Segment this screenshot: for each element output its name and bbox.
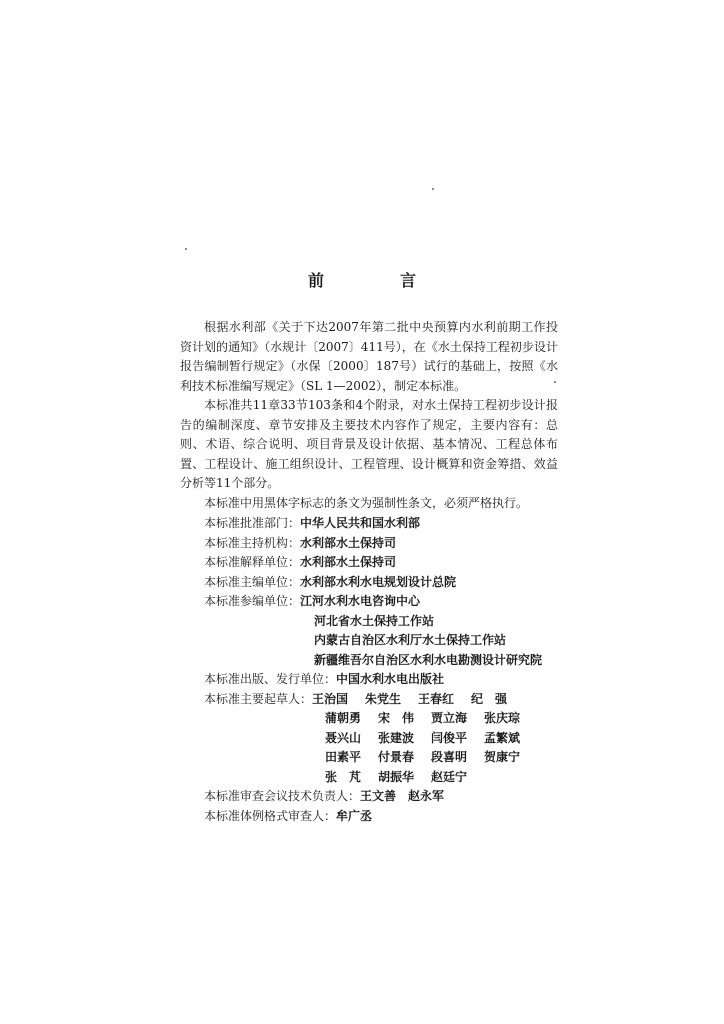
page-title: 前 言 (307, 271, 446, 290)
drafter-name: 孟繁斌 (484, 730, 521, 745)
drafter-name: 张建波 (378, 730, 415, 745)
drafter-name: 朱党生 (365, 691, 402, 706)
credit-value: 新疆维吾尔自治区水利水电勘测设计研究院 (314, 652, 543, 667)
credit-value: 中华人民共和国水利部 (300, 516, 421, 530)
credit-review-lead (204, 787, 574, 807)
drafter-names-row (312, 690, 524, 710)
credit-drafters (204, 690, 574, 710)
credit-participants-cont (204, 631, 574, 651)
drafter-name: 付景春 (378, 750, 415, 764)
drafter-name: 张庆琮 (484, 711, 521, 725)
credit-label: 本标准审查会议技术负责人： (204, 789, 361, 803)
drafter-name: 张 芃 (325, 769, 362, 784)
drafter-name: 王治国 (312, 691, 349, 706)
credit-label: 本标准体例格式审查人： (204, 808, 337, 823)
credit-participants (204, 592, 574, 612)
credit-drafters-cont (204, 748, 574, 768)
drafter-name: 王春红 (418, 691, 455, 706)
drafter-name: 闫俊平 (431, 730, 468, 745)
credit-value: 内蒙古自治区水利厅水土保持工作站 (314, 633, 507, 647)
drafter-name: 田素平 (325, 750, 362, 764)
credit-chief-editor (204, 573, 574, 593)
drafter-names-row (325, 709, 537, 729)
credit-interpret (204, 553, 574, 573)
credit-participants-cont (204, 612, 574, 632)
drafter-names-row (325, 768, 484, 788)
credit-value: 中国水利水电出版社 (336, 672, 445, 686)
credit-label: 本标准解释单位： (204, 555, 301, 569)
drafter-name: 贾立海 (431, 711, 468, 725)
credit-value: 水利部水土保持司 (300, 535, 397, 550)
credit-label: 本标准参编单位： (204, 594, 301, 608)
credit-value: 牟广丞 (336, 808, 373, 823)
drafter-name: 贺康宁 (484, 750, 521, 764)
foreword-body (180, 318, 558, 513)
credit-approval (204, 514, 574, 534)
paragraph-mandatory: 本标准中用黑体字标志的条文为强制性条文，必须严格执行。 (204, 495, 529, 510)
drafter-names-row (325, 748, 537, 768)
credit-value: 水利部水利水电规划设计总院 (300, 574, 457, 589)
credit-label: 本标准出版、发行单位： (204, 672, 337, 686)
drafter-name: 聂兴山 (325, 730, 362, 745)
scan-speck (185, 248, 187, 250)
drafter-name: 纪 强 (471, 691, 508, 706)
drafter-name: 宋 伟 (378, 711, 415, 725)
credits-list (204, 514, 574, 826)
credit-drafters-cont (204, 729, 574, 749)
credit-publisher (204, 670, 574, 690)
credit-value: 水利部水土保持司 (300, 555, 397, 569)
drafter-name: 赵廷宁 (431, 769, 468, 784)
credit-label: 本标准批准部门： (204, 516, 301, 530)
paragraph-basis: 根据水利部《关于下达2007年第二批中央预算内水利前期工作投资计划的通知》（水规计〔2007〕411号），在《水土保持工程初步设计报告编制暂行规定》（水保〔2000〕187号）试行的基础上，按照《水利技术标准编写规定》（SL 1—2002），制定本标准。 (180, 320, 558, 393)
credit-label: 本标准主编单位： (204, 574, 301, 589)
credit-host (204, 534, 574, 554)
credit-label: 本标准主持机构： (204, 535, 301, 550)
credit-label: 本标准主要起草人： (204, 691, 313, 706)
credit-drafters-cont (204, 768, 574, 788)
drafter-name: 蒲朝勇 (325, 711, 362, 725)
credit-drafters-cont (204, 709, 574, 729)
drafter-name: 段喜明 (431, 750, 468, 764)
drafter-name: 胡振华 (378, 769, 415, 784)
credit-value: 河北省水土保持工作站 (314, 613, 435, 628)
scan-speck (432, 188, 434, 190)
credit-value: 王文善 赵永军 (360, 789, 445, 803)
credit-value: 江河水利水电咨询中心 (300, 594, 421, 608)
credit-participants-cont (204, 651, 574, 671)
drafter-names-row (325, 729, 537, 749)
paragraph-contents: 本标准共11章33节103条和4个附录，对水土保持工程初步设计报告的编制深度、章节安排及主要技术内容作了规定，主要内容有：总则、术语、综合说明、项目背景及设计依据、基本情况、工程总体布置、工程设计、施工组织设计、工程管理、设计概算和资金筹措、效益分析等11个部分。 (180, 398, 558, 490)
credit-format-reviewer (204, 807, 574, 827)
